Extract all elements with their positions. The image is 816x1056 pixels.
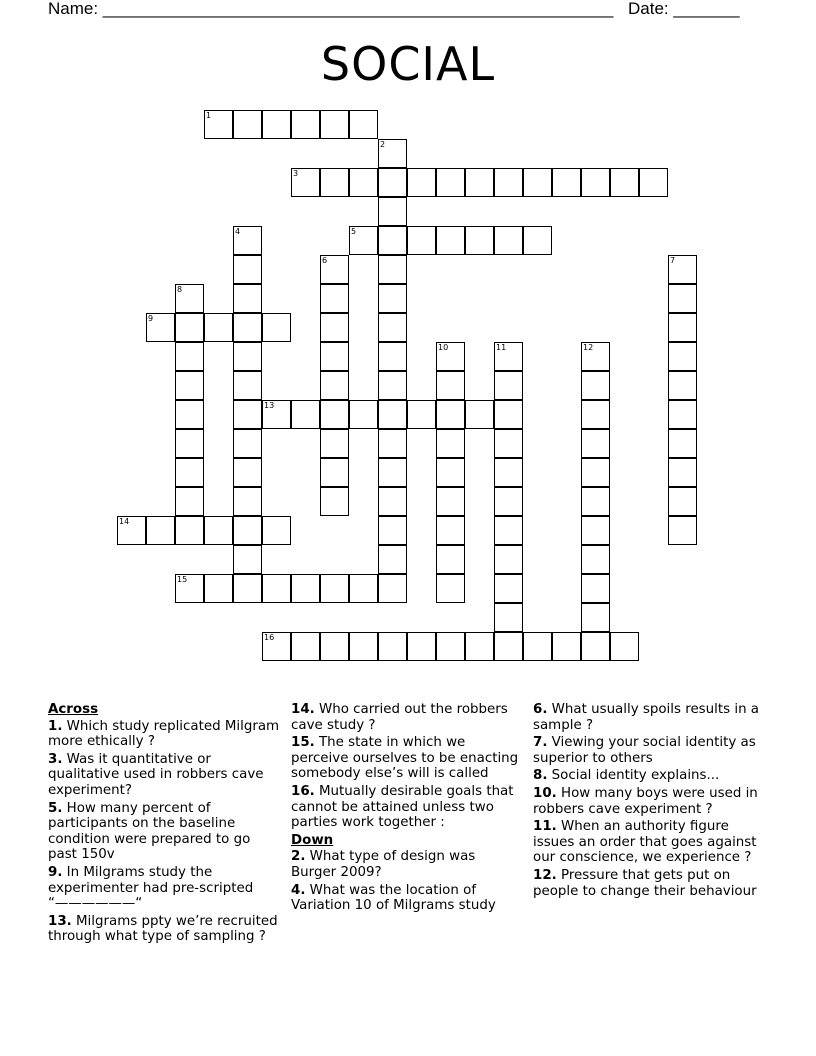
crossword-cell[interactable]: [233, 284, 262, 313]
crossword-cell[interactable]: [581, 458, 610, 487]
clue-across-14: 14. Who carried out the robbers cave study ?: [291, 702, 508, 733]
crossword-cell[interactable]: [175, 429, 204, 458]
clue-down-6: 6. What usually spoils results in a sample ?: [533, 702, 760, 733]
crossword-cell[interactable]: [262, 400, 291, 429]
crossword-cell[interactable]: [552, 168, 581, 197]
crossword-cell[interactable]: [175, 284, 204, 313]
clue-number-label: 4: [235, 227, 241, 236]
crossword-cell[interactable]: [494, 603, 523, 632]
crossword-cell[interactable]: [407, 168, 436, 197]
crossword-cell[interactable]: [320, 574, 349, 603]
clue-number-label: 7: [670, 256, 676, 265]
crossword-cell[interactable]: [436, 632, 465, 661]
clue-down-7: 7. Viewing your social identity as superior to others: [533, 735, 756, 766]
clue-number-label: 9: [148, 314, 154, 323]
clue-number-label: 12: [583, 343, 594, 352]
crossword-cell[interactable]: [233, 516, 262, 545]
crossword-cell[interactable]: [378, 458, 407, 487]
crossword-cell[interactable]: [668, 371, 697, 400]
crossword-cell[interactable]: [378, 197, 407, 226]
clue-across-9: 9. In Milgrams study the experimenter had pre-scripted “——————“: [48, 864, 254, 912]
clue-number-label: 13: [264, 401, 275, 410]
clue-across-3: 3. Was it quantitative or qualitative used in robbers cave experiment?: [48, 751, 264, 798]
crossword-cell[interactable]: [494, 458, 523, 487]
crossword-cell[interactable]: [668, 458, 697, 487]
across-heading: Across: [48, 702, 99, 717]
clue-down-4: 4. What was the location of Variation 10 of Milgrams study: [291, 882, 496, 914]
crossword-cell[interactable]: [378, 429, 407, 458]
crossword-cell[interactable]: [233, 313, 262, 342]
crossword-cell[interactable]: [494, 632, 523, 661]
crossword-cell[interactable]: [436, 458, 465, 487]
crossword-cell[interactable]: [175, 487, 204, 516]
crossword-cell[interactable]: [436, 574, 465, 603]
crossword-cell[interactable]: [494, 429, 523, 458]
crossword-cell[interactable]: [494, 400, 523, 429]
crossword-cell[interactable]: [378, 139, 407, 168]
crossword-cell[interactable]: [320, 168, 349, 197]
crossword-cell[interactable]: [465, 226, 494, 255]
crossword-cell[interactable]: [639, 168, 668, 197]
crossword-cell[interactable]: [581, 371, 610, 400]
clue-across-16: 16. Mutually desirable goals that cannot be attained unless two parties work together :: [291, 783, 514, 831]
crossword-cell[interactable]: [204, 516, 233, 545]
clue-column-3: [533, 702, 773, 901]
crossword-cell[interactable]: [494, 574, 523, 603]
crossword-cell[interactable]: [378, 313, 407, 342]
crossword-cell[interactable]: [668, 429, 697, 458]
crossword-cell[interactable]: [233, 255, 262, 284]
crossword-cell[interactable]: [233, 545, 262, 574]
crossword-cell[interactable]: [668, 342, 697, 371]
crossword-cell[interactable]: [291, 632, 320, 661]
crossword-cell[interactable]: [378, 342, 407, 371]
crossword-cell[interactable]: [494, 545, 523, 574]
clue-number-label: 3: [293, 169, 299, 178]
crossword-cell[interactable]: [494, 342, 523, 371]
crossword-cell[interactable]: [378, 545, 407, 574]
crossword-cell[interactable]: [378, 371, 407, 400]
crossword-cell[interactable]: [378, 284, 407, 313]
clue-down-10: 10. How many boys were used in robbers cave experiment ?: [533, 785, 758, 817]
clue-number-label: 11: [496, 343, 507, 352]
crossword-cell[interactable]: [581, 487, 610, 516]
crossword-cell[interactable]: [581, 342, 610, 371]
crossword-cell[interactable]: [407, 632, 436, 661]
crossword-cell[interactable]: [378, 255, 407, 284]
crossword-cell[interactable]: [494, 516, 523, 545]
crossword-cell[interactable]: [668, 400, 697, 429]
clue-down-2: 2. What type of design was Burger 2009?: [291, 849, 476, 880]
crossword-cell[interactable]: [668, 255, 697, 284]
crossword-cell[interactable]: [668, 516, 697, 545]
crossword-cell[interactable]: [175, 516, 204, 545]
crossword-cell[interactable]: [668, 313, 697, 342]
crossword-cell[interactable]: [465, 168, 494, 197]
crossword-cell[interactable]: [349, 226, 378, 255]
crossword-cell[interactable]: [262, 516, 291, 545]
crossword-cell[interactable]: [349, 168, 378, 197]
crossword-cell[interactable]: [581, 516, 610, 545]
clue-down-8: 8. Social identity explains...: [533, 768, 720, 784]
crossword-cell[interactable]: [204, 110, 233, 139]
crossword-cell[interactable]: [378, 226, 407, 255]
crossword-cell[interactable]: [378, 516, 407, 545]
crossword-cell[interactable]: [291, 400, 320, 429]
clue-down-12: 12. Pressure that gets put on people to change their behaviour: [533, 867, 757, 899]
name-field-label: Name: ______________________________________________________: [48, 0, 614, 18]
clue-across-15: 15. The state in which we perceive ourselves to be enacting somebody else’s will is called: [291, 735, 519, 782]
crossword-cell[interactable]: [378, 168, 407, 197]
crossword-cell[interactable]: [291, 574, 320, 603]
clue-number-label: 5: [351, 227, 357, 236]
crossword-cell[interactable]: [320, 313, 349, 342]
clue-down-11: 11. When an authority figure issues an order that goes against our conscience, we experience ?: [533, 819, 757, 866]
crossword-cell[interactable]: [407, 400, 436, 429]
crossword-cell[interactable]: [233, 226, 262, 255]
crossword-cell[interactable]: [494, 487, 523, 516]
crossword-cell[interactable]: [668, 284, 697, 313]
clue-number-label: 8: [177, 285, 183, 294]
crossword-cell[interactable]: [175, 574, 204, 603]
clue-list: [0, 702, 816, 962]
crossword-cell[interactable]: [436, 168, 465, 197]
crossword-cell[interactable]: [320, 255, 349, 284]
crossword-cell[interactable]: [262, 574, 291, 603]
crossword-cell[interactable]: [378, 632, 407, 661]
crossword-cell[interactable]: [320, 400, 349, 429]
crossword-cell[interactable]: [175, 371, 204, 400]
crossword-cell[interactable]: [320, 429, 349, 458]
page-title: SOCIAL: [320, 37, 496, 91]
crossword-cell[interactable]: [233, 110, 262, 139]
crossword-cell[interactable]: [523, 226, 552, 255]
crossword-cell[interactable]: [581, 400, 610, 429]
crossword-cell[interactable]: [233, 342, 262, 371]
crossword-cell[interactable]: [668, 487, 697, 516]
crossword-cell[interactable]: [349, 632, 378, 661]
crossword-cell[interactable]: [581, 603, 610, 632]
crossword-cell[interactable]: [117, 516, 146, 545]
crossword-cell[interactable]: [233, 371, 262, 400]
crossword-cell[interactable]: [349, 110, 378, 139]
clue-column-1: [48, 702, 280, 947]
clue-across-1: 1. Which study replicated Milgram more ethically ?: [48, 718, 280, 750]
clue-number-label: 10: [438, 343, 449, 352]
crossword-cell[interactable]: [320, 458, 349, 487]
crossword-cell[interactable]: [204, 313, 233, 342]
clue-number-label: 14: [119, 517, 130, 526]
crossword-cell[interactable]: [320, 284, 349, 313]
crossword-cell[interactable]: [320, 487, 349, 516]
crossword-cell[interactable]: [175, 313, 204, 342]
crossword-cell[interactable]: [349, 574, 378, 603]
crossword-cell[interactable]: [146, 516, 175, 545]
crossword-cell[interactable]: [320, 632, 349, 661]
crossword-cell[interactable]: [407, 226, 436, 255]
crossword-cell[interactable]: [349, 400, 378, 429]
crossword-cell[interactable]: [581, 574, 610, 603]
crossword-cell[interactable]: [378, 400, 407, 429]
down-heading: Down: [291, 832, 334, 848]
clue-across-5: 5. How many percent of participants on the baseline condition were prepared to go past 150v: [48, 800, 251, 863]
crossword-cell[interactable]: [262, 313, 291, 342]
crossword-cell[interactable]: [436, 545, 465, 574]
crossword-cell[interactable]: [581, 632, 610, 661]
clue-number-label: 16: [264, 633, 275, 642]
crossword-cell[interactable]: [291, 168, 320, 197]
crossword-cell[interactable]: [320, 342, 349, 371]
crossword-cell[interactable]: [523, 632, 552, 661]
crossword-cell[interactable]: [262, 110, 291, 139]
crossword-cell[interactable]: [494, 168, 523, 197]
crossword-cell[interactable]: [175, 400, 204, 429]
clue-across-13: 13. Milgrams ppty we’re recruited through what type of sampling ?: [48, 913, 278, 945]
crossword-cell[interactable]: [552, 632, 581, 661]
clue-number-label: 6: [322, 256, 328, 265]
clue-number-label: 2: [380, 140, 386, 149]
crossword-cell[interactable]: [436, 400, 465, 429]
crossword-cell[interactable]: [233, 487, 262, 516]
crossword-cell[interactable]: [465, 632, 494, 661]
crossword-cell[interactable]: [436, 342, 465, 371]
crossword-cell[interactable]: [233, 400, 262, 429]
clue-number-label: 15: [177, 575, 188, 584]
crossword-cell[interactable]: [436, 371, 465, 400]
crossword-cell[interactable]: [233, 429, 262, 458]
crossword-cell[interactable]: [378, 574, 407, 603]
crossword-cell[interactable]: [175, 342, 204, 371]
crossword-cell[interactable]: [494, 371, 523, 400]
crossword-cell[interactable]: [581, 429, 610, 458]
crossword-cell[interactable]: [436, 487, 465, 516]
clue-column-2: [291, 702, 523, 916]
crossword-cell[interactable]: [436, 516, 465, 545]
crossword-cell[interactable]: [320, 371, 349, 400]
crossword-cell[interactable]: [233, 458, 262, 487]
crossword-cell[interactable]: [610, 632, 639, 661]
crossword-cell[interactable]: [262, 632, 291, 661]
crossword-cell[interactable]: [320, 110, 349, 139]
crossword-cell[interactable]: [291, 110, 320, 139]
crossword-cell[interactable]: [204, 574, 233, 603]
clue-number-label: 1: [206, 111, 212, 120]
crossword-cell[interactable]: [465, 400, 494, 429]
crossword-cell[interactable]: [494, 226, 523, 255]
crossword-cell[interactable]: [610, 168, 639, 197]
date-field-label: Date: _______: [628, 0, 740, 18]
crossword-cell[interactable]: [523, 168, 552, 197]
crossword-cell[interactable]: [146, 313, 175, 342]
crossword-cell[interactable]: [436, 429, 465, 458]
crossword-cell[interactable]: [233, 574, 262, 603]
crossword-cell[interactable]: [175, 458, 204, 487]
crossword-cell[interactable]: [436, 226, 465, 255]
crossword-cell[interactable]: [378, 487, 407, 516]
crossword-cell[interactable]: [581, 545, 610, 574]
crossword-cell[interactable]: [581, 168, 610, 197]
